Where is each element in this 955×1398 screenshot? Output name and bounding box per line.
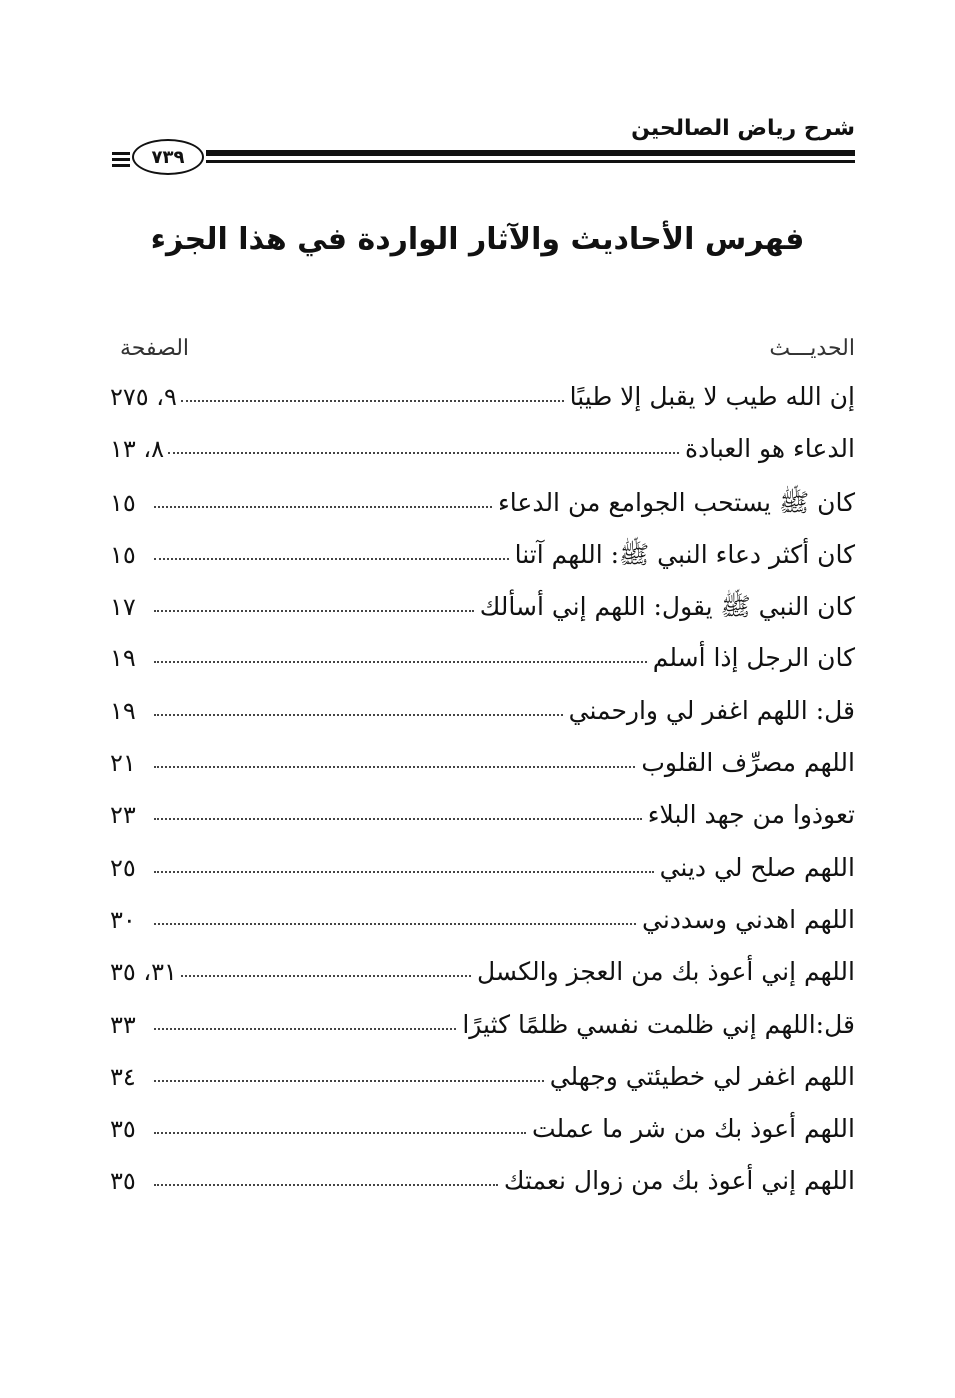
page-reference: ٣٠ xyxy=(110,905,136,934)
dot-leader xyxy=(154,1132,526,1134)
dot-leader xyxy=(154,610,474,612)
dot-leader xyxy=(154,1028,456,1030)
hadith-text: كان ﷺ يستحب الجوامع من الدعاء xyxy=(498,487,855,517)
header-rule-thick xyxy=(206,150,855,156)
hadith-text: اللهم مصرِّف القلوب xyxy=(641,748,855,778)
hadith-text: إن الله طيب لا يقبل إلا طيبًا xyxy=(569,382,855,411)
hadith-text: كان أكثر دعاء النبي ﷺ: اللهم آتنا xyxy=(514,539,855,569)
index-row xyxy=(110,957,855,1009)
page-reference: ٣١، ٣٥ xyxy=(110,958,177,987)
index-row xyxy=(110,434,855,486)
page-reference: ٣٥ xyxy=(110,1167,136,1196)
index-row xyxy=(110,382,855,434)
index-row xyxy=(110,1166,855,1218)
hadith-text: قل:اللهم إني ظلمت نفسي ظلمًا كثيرًا xyxy=(462,1009,855,1039)
dot-leader xyxy=(154,558,509,560)
index-row xyxy=(110,748,855,800)
hadith-text: قل: اللهم اغفر لي وارحمني xyxy=(568,695,855,725)
page-reference: ١٩ xyxy=(110,644,136,673)
index-row xyxy=(110,853,855,905)
index-row xyxy=(110,1010,855,1062)
header-left-mark xyxy=(112,152,130,167)
index-row xyxy=(110,539,855,591)
index-title: فهرس الأحاديث والآثار الواردة في هذا الجزء xyxy=(150,222,805,257)
page-reference: ٩، ٢٧٥ xyxy=(110,383,177,411)
dot-leader xyxy=(154,661,647,663)
hadith-text: اللهم اغفر لي خطيئتي وجهلي xyxy=(549,1061,855,1091)
hadith-text: اللهم إني أعوذ بك من زوال نعمتك xyxy=(503,1166,855,1196)
page-reference: ٨، ١٣ xyxy=(110,435,165,464)
page-reference: ٢١ xyxy=(110,749,136,778)
column-header-page: الصفحة xyxy=(120,336,190,361)
running-header-title: شرح رياض الصالحين xyxy=(631,116,855,141)
index-row xyxy=(110,591,855,643)
page-reference: ١٩ xyxy=(110,696,136,725)
page-reference: ٣٥ xyxy=(110,1115,136,1144)
dot-leader xyxy=(154,871,654,873)
dot-leader xyxy=(154,506,492,508)
index-row xyxy=(110,1114,855,1166)
hadith-text: اللهم اهدني وسددني xyxy=(641,904,855,934)
hadith-text: اللهم إني أعوذ بك من العجز والكسل xyxy=(476,957,855,987)
column-header-hadith: الحديـــث xyxy=(769,336,855,361)
hadith-text: كان الرجل إذا أسلم xyxy=(652,643,855,673)
index-row xyxy=(110,905,855,957)
page-reference: ٢٥ xyxy=(110,853,136,882)
page-reference: ٣٤ xyxy=(110,1062,136,1091)
hadith-text: تعوذوا من جهد البلاء xyxy=(647,800,855,830)
page-reference: ١٥ xyxy=(110,488,136,517)
index-list xyxy=(110,382,855,1219)
page-reference: ١٧ xyxy=(110,593,136,622)
dot-leader xyxy=(154,923,636,925)
dot-leader xyxy=(181,975,471,977)
index-row xyxy=(110,487,855,539)
dot-leader xyxy=(154,714,563,716)
index-row xyxy=(110,696,855,748)
hadith-text: كان النبي ﷺ يقول: اللهم إني أسألك xyxy=(479,592,855,622)
header-rule-thin xyxy=(206,160,855,163)
index-row xyxy=(110,800,855,852)
dot-leader xyxy=(181,400,564,402)
page-reference: ٢٣ xyxy=(110,801,136,830)
page-reference: ١٥ xyxy=(110,540,136,569)
hadith-text: اللهم أعوذ بك من شر ما عملت xyxy=(532,1114,855,1144)
index-row xyxy=(110,1062,855,1114)
dot-leader xyxy=(154,1184,498,1186)
dot-leader xyxy=(168,452,679,454)
hadith-text: اللهم صلح لي ديني xyxy=(659,852,855,882)
page-number: ٧٣٩ xyxy=(132,139,204,175)
dot-leader xyxy=(154,1080,544,1082)
dot-leader xyxy=(154,766,635,768)
index-row xyxy=(110,643,855,695)
page-reference: ٣٣ xyxy=(110,1010,136,1039)
hadith-text: الدعاء هو العبادة xyxy=(685,434,855,464)
dot-leader xyxy=(154,818,642,820)
